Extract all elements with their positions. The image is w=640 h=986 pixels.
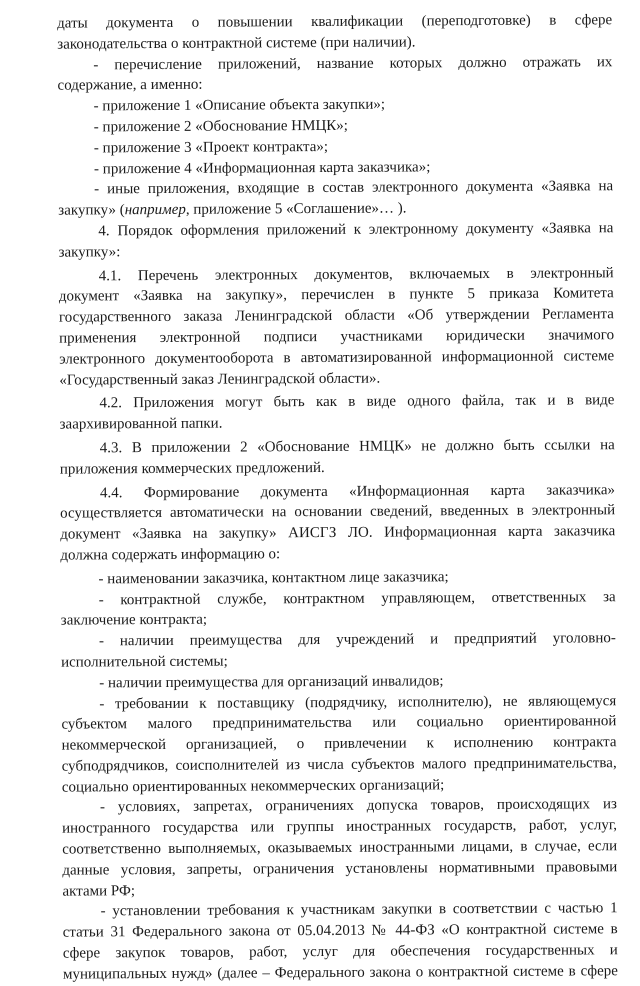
text-line: заключение контракта; [60,612,208,629]
list-item: - наличии преимущества для организаций инвалидов; [99,672,444,692]
text-line: осуществляется автоматически на основании сведений, введенных в электронный [60,502,616,522]
text-line: некоммерческой организацией, о привлечении к исполнению контракта [61,734,617,754]
text-line: даты документа о повышении квалификации (переподготовке) в сфере [57,12,613,32]
text-line: 4.4. Формирование документа «Информационная карта заказчика» [99,481,616,501]
text-line: 4.1. Перечень электронных документов, включаемых в электронный [98,264,614,284]
text-line: - приложение 2 «Обоснование НМЦК»; [93,117,348,136]
text-fragment: закупку» ( [58,202,125,219]
text-line: актами РФ; [62,882,136,900]
text-line: - иные приложения, входящие в состав электронного документа «Заявка на [94,178,614,198]
text-line: 4.2. Приложения могут быть как в виде одного файла, так и в виде [99,392,615,412]
text-line: - перечисление приложений, название которых должно отражать их [93,53,613,73]
text-line: должна содержать информацию о: [60,546,281,564]
text-line: исполнительной системы; [60,653,228,671]
text-line: «Государственный заказ Ленинградской области». [59,370,381,389]
text-line: соответственно выполняемых, оказываемых иностранными лицами, в случае, если [62,838,618,858]
text-line: содержание, а именно: [57,77,203,94]
text-line: 4.3. В приложении 2 «Обоснование НМЦК» не должно быть ссылки на [99,437,615,457]
text-line: - приложение 1 «Описание объекта закупки»; [93,96,386,115]
text-line: законодательства о контрактной системе (при наличии). [57,34,416,53]
text-line: статьи 31 Федерального закона от 05.04.2013 № 44-ФЗ «О контрактной системе в [62,921,618,941]
text-line: - приложение 3 «Проект контракта»; [93,138,329,157]
text-line: документ «Заявка на закупку», перечислен в пункте 5 приказа Комитета [58,285,614,305]
list-item: - наличии преимущества для учреждений и предприятий уголовно- [98,630,616,650]
text-line: заархивированной папки. [59,415,223,433]
text-line: социально ориентированных некоммерческих организаций; [61,776,445,796]
list-item: - установлении требования к участникам закупки в соответствии с частью 1 [100,900,618,920]
text-line: государственного заказа Ленинградской области «Об утверждении Регламента [58,306,614,326]
text-line: закупку»: [58,243,121,261]
text-line: муниципальных нужд» (далее – Федерального закона о контрактной системе в сфере [62,963,618,983]
text-line: применения электронной подписи участниками юридически значимого [59,327,615,347]
text-line: приложения коммерческих предложений. [59,459,325,478]
list-item: - наименовании заказчика, контактном лице заказчика; [98,568,449,588]
text-line: электронного документооборота в автоматизированной информационной системе [59,347,615,368]
italic-text: например [124,201,186,219]
text-fragment: , приложение 5 «Соглашение»… ). [185,200,407,218]
section-heading-4: 4. Порядок оформления приложений к электронному документу «Заявка на [98,220,614,240]
text-line: субподрядчиков, соисполнителей из числа субъектов малого предпринимательства, [61,755,617,775]
text-line: - приложение 4 «Информационная карта заказчика»; [93,158,431,177]
list-item: - контрактной службе, контрактном управляющем, ответственных за [98,588,616,608]
text-line: субъектом малого предпринимательства или социально ориентированной [61,713,617,733]
text-line: сфере закупок товаров, работ, услуг для обеспечения государственных и [62,942,618,962]
text-line: данные условия, запреты, ограничения установлены нормативными правовыми [62,859,618,879]
text-line: документ «Заявка на закупку» АИСГЗ ЛО. Информационная карта заказчика [60,523,616,543]
list-item: - условиях, запретах, ограничениях допуска товаров, происходящих из [99,796,617,816]
text-line: иностранного государства или группы иностранных государств, работ, услуг, [62,817,618,837]
list-item: - требовании к поставщику (подрядчику, исполнителю), не являющемуся [99,692,617,712]
